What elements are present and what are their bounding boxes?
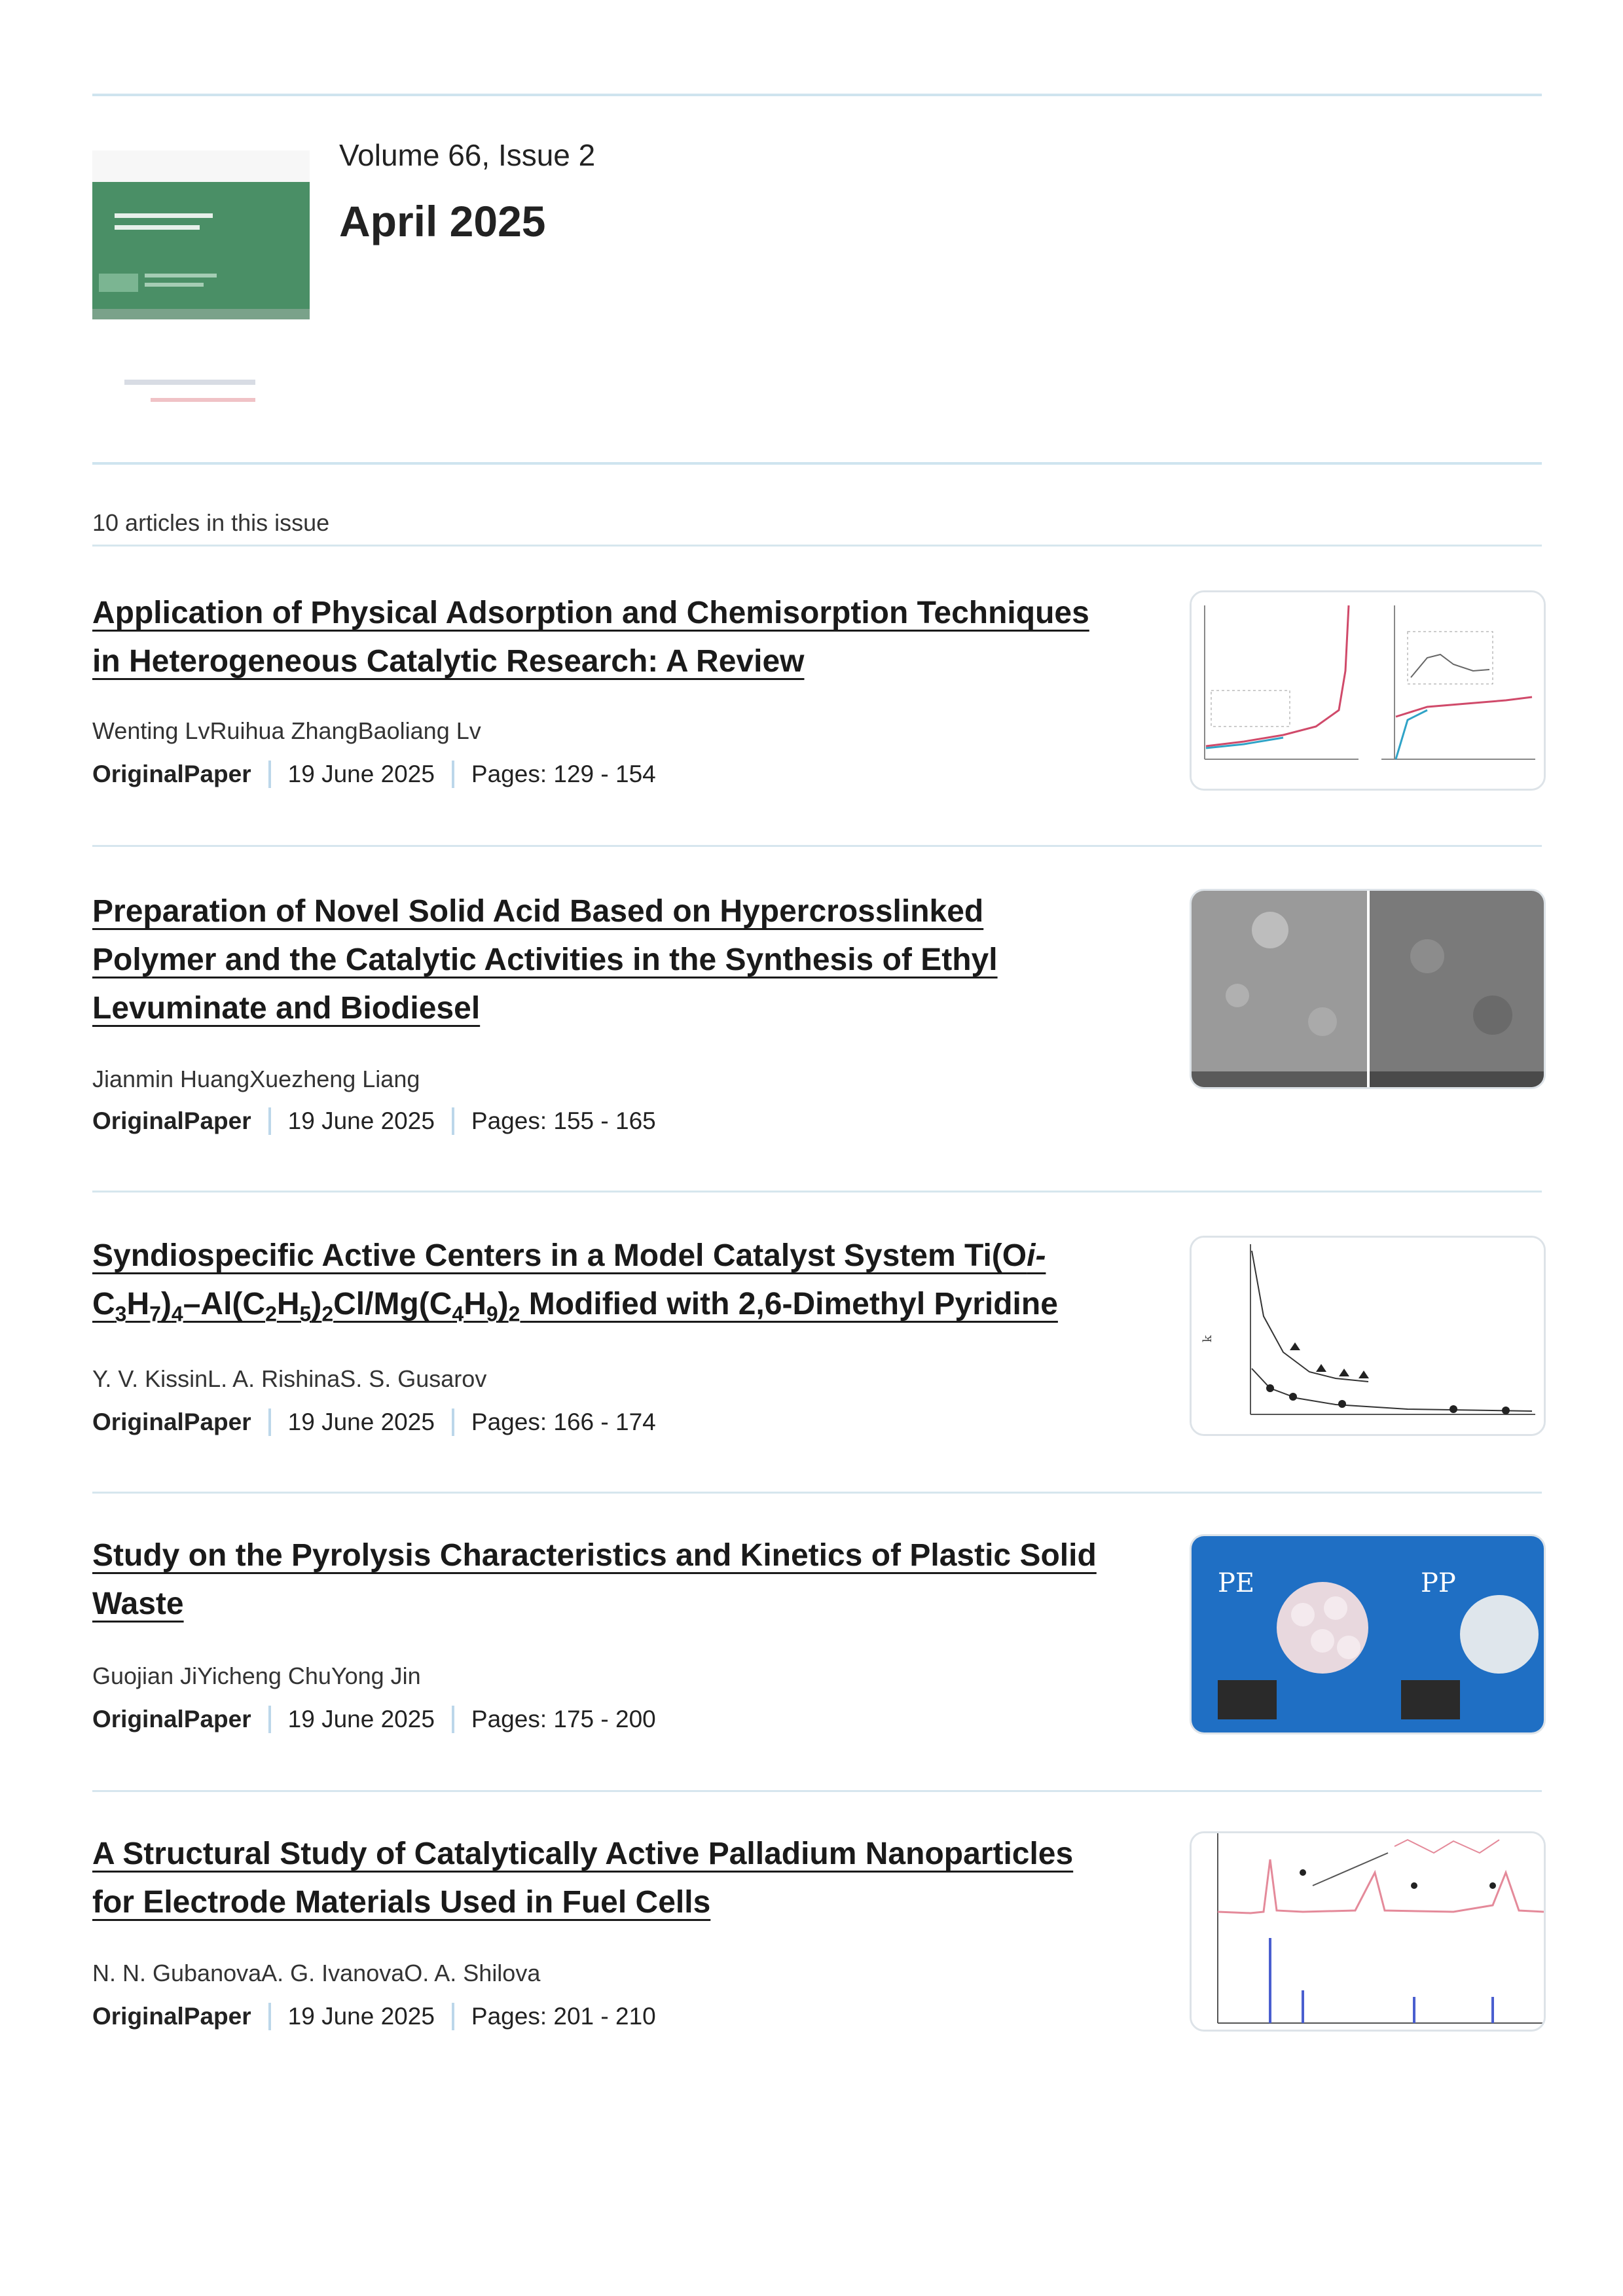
article-date: 19 June 2025: [287, 1107, 435, 1134]
article-title[interactable]: [92, 888, 1140, 1033]
article-type: OriginalPaper: [92, 761, 251, 787]
article-thumbnail[interactable]: [1190, 1236, 1546, 1436]
article-title-line[interactable]: Application of Physical Adsorption and Chemisorption Techniques: [92, 596, 1089, 630]
article-title-line[interactable]: Waste: [92, 1587, 184, 1621]
publisher-logo: [124, 380, 255, 385]
article-title-line[interactable]: A Structural Study of Catalytically Active Palladium Nanoparticles: [92, 1837, 1074, 1871]
article-meta: [92, 2003, 656, 2030]
article-authors: Wenting LvRuihua ZhangBaoliang Lv: [92, 717, 481, 744]
article-title[interactable]: [92, 1232, 1140, 1338]
article-meta: [92, 761, 656, 788]
article-title-line[interactable]: Preparation of Novel Solid Acid Based on Hypercrosslinked: [92, 894, 984, 929]
meta-separator: [268, 761, 271, 788]
article-date: 19 June 2025: [287, 1408, 435, 1435]
article-pages: Pages: 175 - 200: [471, 1706, 656, 1732]
meta-separator: [268, 1107, 271, 1135]
article-title-line[interactable]: $C_3H_7)_4-Al(C_2H_5)_2Cl/Mg(C_4H_9)_2$ Modified with 2,6-Dimethyl Pyridine: [92, 1287, 1058, 1326]
issue-volume: Volume 66, Issue 2: [339, 138, 596, 172]
article-thumbnail[interactable]: [1190, 1831, 1546, 2032]
article-title[interactable]: [92, 1830, 1140, 1927]
article-authors: Y. V. KissinL. A. RishinaS. S. Gusarov: [92, 1365, 487, 1392]
article-pages: Pages: 201 - 210: [471, 2003, 656, 2030]
article-title-line[interactable]: for Electrode Materials Used in Fuel Cells: [92, 1885, 711, 1920]
article-title-line[interactable]: Polymer and the Catalytic Activities in the Synthesis of Ethyl: [92, 942, 998, 977]
article-meta: [92, 1408, 656, 1436]
article-thumbnail[interactable]: [1190, 889, 1546, 1089]
article-thumbnail[interactable]: [1190, 590, 1546, 791]
meta-separator: [452, 2003, 454, 2030]
meta-separator: [452, 1107, 454, 1135]
article-meta: [92, 1706, 656, 1733]
article-type: OriginalPaper: [92, 1706, 251, 1732]
header-divider: [92, 462, 1542, 465]
article-date: 19 June 2025: [287, 1706, 435, 1732]
article-title-line[interactable]: Study on the Pyrolysis Characteristics and Kinetics of Plastic Solid: [92, 1538, 1097, 1573]
article-divider: [92, 845, 1542, 847]
svg-text:k: k: [1201, 1335, 1214, 1342]
meta-separator: [452, 1706, 454, 1733]
article-title-line[interactable]: Levuminate and Biodiesel: [92, 991, 481, 1026]
article-pages: Pages: 166 - 174: [471, 1408, 656, 1435]
article-meta: [92, 1107, 656, 1135]
issue-date: April 2025: [339, 197, 546, 245]
journal-cover-image[interactable]: [92, 182, 310, 319]
article-title[interactable]: [92, 1532, 1140, 1628]
count-divider: [92, 545, 1542, 547]
article-title-line[interactable]: Syndiospecific Active Centers in a Model Catalyst System Ti(Oi-: [92, 1238, 1046, 1273]
article-title-line[interactable]: in Heterogeneous Catalytic Research: A Review: [92, 644, 805, 679]
article-count: 10 articles in this issue: [92, 509, 330, 536]
journal-cover-header: [92, 151, 310, 182]
meta-separator: [452, 1408, 454, 1436]
meta-separator: [268, 1408, 271, 1436]
article-divider: [92, 1191, 1542, 1193]
article-authors: N. N. GubanovaA. G. IvanovaO. A. Shilova: [92, 1960, 541, 1986]
top-divider: [92, 94, 1542, 96]
article-type: OriginalPaper: [92, 1107, 251, 1134]
article-thumbnail[interactable]: [1190, 1534, 1546, 1734]
article-type: OriginalPaper: [92, 1408, 251, 1435]
meta-separator: [268, 2003, 271, 2030]
meta-separator: [268, 1706, 271, 1733]
meta-separator: [452, 761, 454, 788]
publisher-logo-sub: [151, 398, 255, 402]
pp-label: PP: [1421, 1568, 1456, 1598]
article-type: OriginalPaper: [92, 2003, 251, 2030]
article-title[interactable]: [92, 589, 1140, 686]
article-pages: Pages: 129 - 154: [471, 761, 656, 787]
article-authors: Jianmin HuangXuezheng Liang: [92, 1066, 420, 1092]
article-authors: Guojian JiYicheng ChuYong Jin: [92, 1662, 421, 1689]
article-date: 19 June 2025: [287, 2003, 435, 2030]
article-pages: Pages: 155 - 165: [471, 1107, 656, 1134]
pe-label: PE: [1218, 1568, 1255, 1598]
article-divider: [92, 1790, 1542, 1792]
article-divider: [92, 1492, 1542, 1494]
article-date: 19 June 2025: [287, 761, 435, 787]
